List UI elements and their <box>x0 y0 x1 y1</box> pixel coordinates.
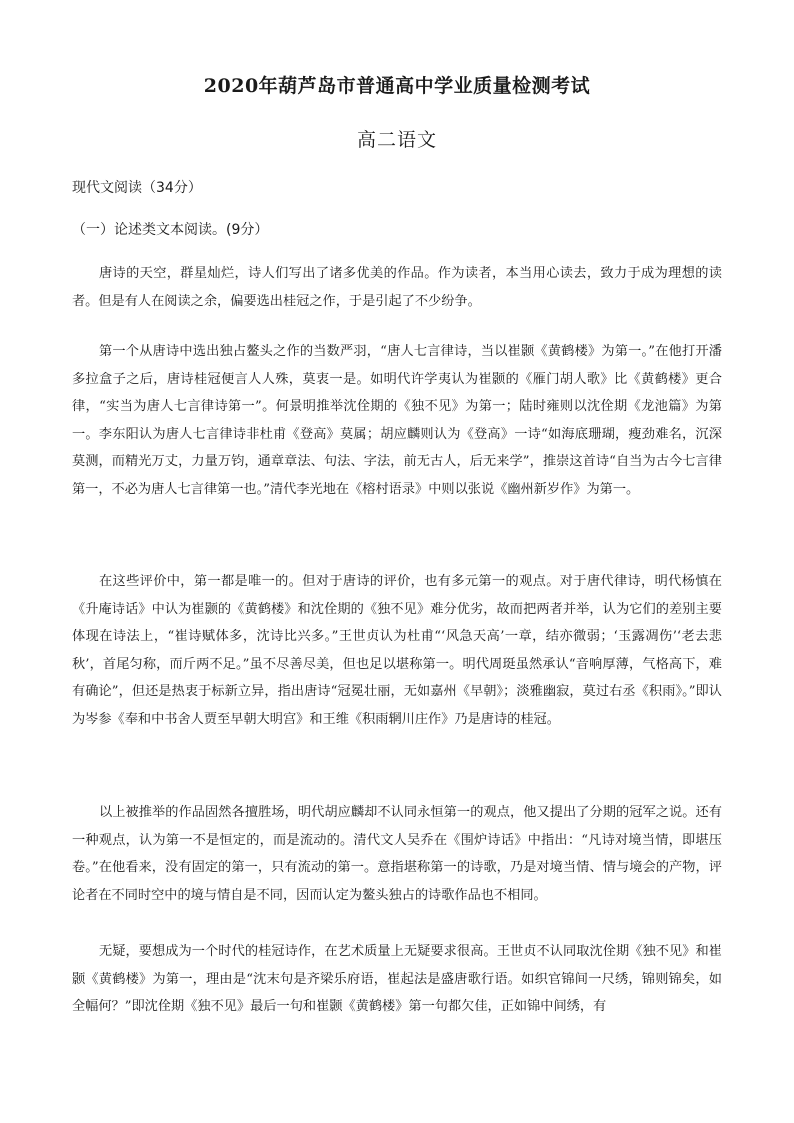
subject-title: 高二语文 <box>356 129 437 151</box>
paragraph: 在这些评价中，第一都是唯一的。但对于唐诗的评价，也有多元第一的观点。对于唐代律诗，明代杨慎在《升庵诗话》中认为崔颢的《黄鹤楼》和沈佺期的《独不见》难分优劣，故而把两者并举，认为它们的差别主要体现在诗法上，“崔诗赋体多，沈诗比兴多。”王世贞认为杜甫“‘风急天高’一章，结亦微弱；‘玉露凋伤’‘老去悲秋’，首尾匀称，而斤两不足。”虽不尽善尽美，但也足以堪称第一。明代周珽虽然承认“音响厚薄，气格高下，难有确论”，但还是热衷于标新立异，指出唐诗“冠冕壮丽，无如嘉州《早朝》；淡雅幽寂，莫过右丞《积雨》。”即认为岑参《奉和中书舍人贾至早朝大明宫》和王维《积雨辋川庄作》乃是唐诗的桂冠。 <box>72 574 722 727</box>
paragraph: 唐诗的天空，群星灿烂，诗人们写出了诸多优美的作品。作为读者，本当用心读去，致力于成为理想的读者。但是有人在阅读之余，偏要选出桂冠之作，于是引起了不少纷争。 <box>72 266 722 309</box>
section-heading-modern-reading: 现代文阅读（34分） <box>72 180 202 196</box>
exam-title: 2020年葫芦岛市普通高中学业质量检测考试 <box>203 75 591 97</box>
paragraph: 无疑，要想成为一个时代的桂冠诗作，在艺术质量上无疑要求很高。王世贞不认同取沈佺期《独不见》和崔颢《黄鹤楼》为第一，理由是“沈末句是齐梁乐府语，崔起法是盛唐歌行语。如织官锦间一尺绣，锦则锦矣，如全幅何？”即沈佺期《独不见》最后一句和崔颢《黄鹤楼》第一句都欠佳，正如锦中间绣，有 <box>72 944 722 1014</box>
paragraph: 第一个从唐诗中选出独占鳌头之作的当数严羽，“唐人七言律诗，当以崔颢《黄鹤楼》为第一。”在他打开潘多拉盒子之后，唐诗桂冠便言人人殊，莫衷一是。如明代许学夷认为崔颢的《雁门胡人歌》比《黄鹤楼》更合律，“实当为唐人七言律诗第一”。何景明推举沈佺期的《独不见》为第一；陆时雍则以沈佺期《龙池篇》为第一。李东阳认为唐人七言律诗非杜甫《登高》莫属；胡应麟则认为《登高》一诗“如海底珊瑚，瘦劲难名，沉深莫测，而精光万丈，力量万钧，通章章法、句法、字法，前无古人，后无来学”，推崇这首诗“自当为古今七言律第一，不必为唐人七言律第一也。”清代李光地在《榕村语录》中则以张说《幽州新岁作》为第一。 <box>72 344 722 497</box>
section-heading-part-one: （一）论述类文本阅读。(9分） <box>72 222 269 238</box>
paragraph: 以上被推举的作品固然各擅胜场，明代胡应麟却不认同永恒第一的观点，他又提出了分期的冠军之说。还有一种观点，认为第一不是恒定的，而是流动的。清代文人吴乔在《围炉诗话》中指出：“凡诗对境当情，即堪压卷。”在他看来，没有固定的第一，只有流动的第一。意指堪称第一的诗歌，乃是对境当情、情与境会的产物，评论者在不同时空中的境与情自是不同，因而认定为鳌头独占的诗歌作品也不相同。 <box>72 805 722 903</box>
